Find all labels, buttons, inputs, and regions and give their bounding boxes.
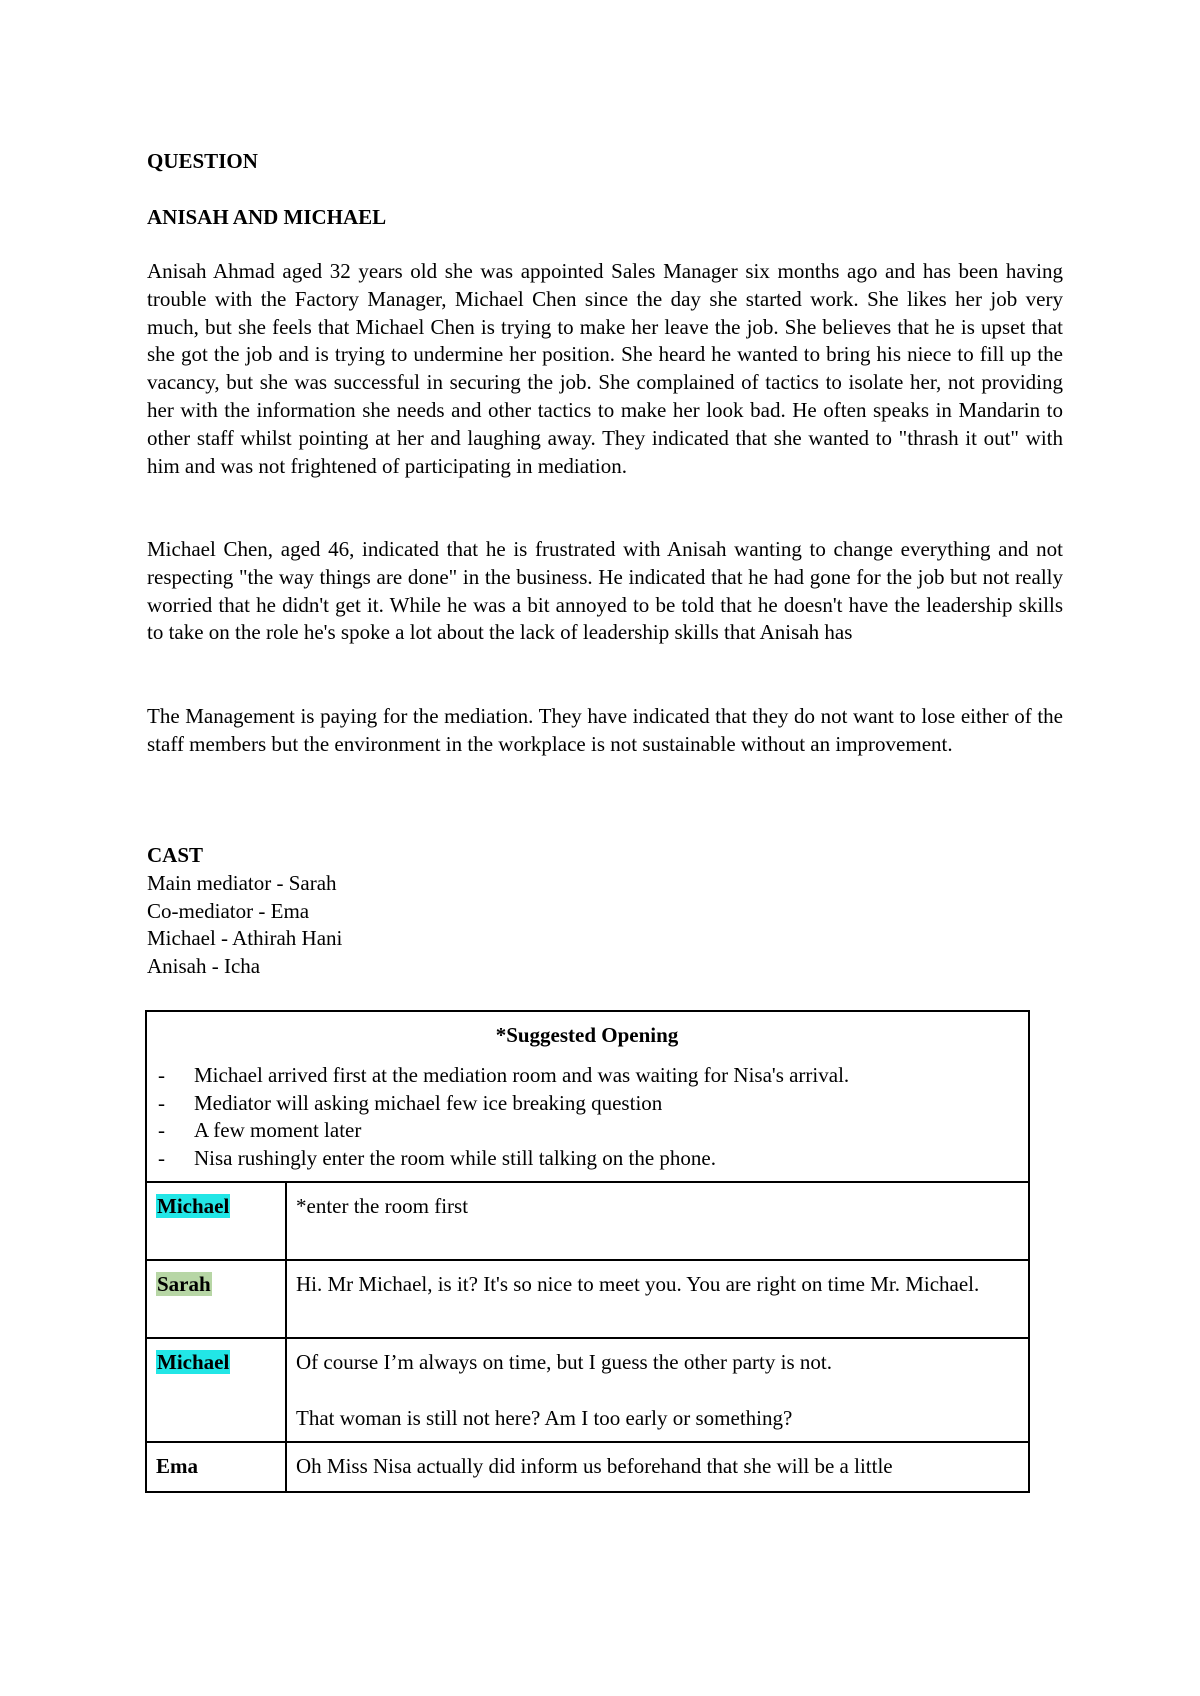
cast-section [147, 842, 342, 981]
dialogue-cell [286, 1260, 1029, 1338]
speaker-cell [146, 1442, 286, 1492]
dialogue-cell [286, 1442, 1029, 1492]
opening-item: - Michael arrived first at the mediation room and was waiting for Nisa's arrival. [156, 1062, 1018, 1090]
opening-item: - Nisa rushingly enter the room while still talking on the phone. [156, 1145, 1018, 1173]
opening-list [156, 1062, 1018, 1173]
dialogue-cell [286, 1338, 1029, 1442]
table-row [146, 1182, 1029, 1260]
table-row [146, 1338, 1029, 1442]
dialogue-line: That woman is still not here? Am I too early or something? [296, 1405, 793, 1430]
paragraph-michael: Michael Chen, aged 46, indicated that he is frustrated with Anisah wanting to change everything and not respecting "the way things are done" in the business. He indicated that he had gone for the job but not really worried that he didn't get it. While he was a bit annoyed to be told that he doesn't have the leadership skills to take on the role he's spoke a lot about the lack of leadership skills that Anisah has [147, 537, 1063, 645]
cast-item: Michael - Athirah Hani [147, 926, 343, 951]
speaker-cell [146, 1338, 286, 1442]
speaker-cell [146, 1182, 286, 1260]
table-row [146, 1442, 1029, 1492]
question-heading: QUESTION [147, 149, 258, 173]
table-row [146, 1260, 1029, 1338]
dialogue-line: Hi. Mr Michael, is it? It's so nice to meet you. You are right on time Mr. Michael. [296, 1271, 980, 1296]
dialogue-line: *enter the room first [296, 1193, 469, 1218]
speaker-cell [146, 1260, 286, 1338]
script-table [145, 1010, 1030, 1493]
opening-item: - A few moment later [156, 1117, 1018, 1145]
case-title: ANISAH AND MICHAEL [147, 205, 387, 229]
paragraph-management: The Management is paying for the mediation. They have indicated that they do not want to lose either of the staff members but the environment in the workplace is not sustainable without an improvement. [147, 704, 1063, 756]
cast-item: Co-mediator - Ema [147, 898, 310, 923]
speaker-name: Michael [157, 1193, 230, 1218]
speaker-name: Michael [157, 1349, 230, 1374]
cast-item: Main mediator - Sarah [147, 870, 337, 895]
dialogue-line: Oh Miss Nisa actually did inform us beforehand that she will be a little [296, 1453, 893, 1478]
opening-item: - Mediator will asking michael few ice breaking question [156, 1090, 1018, 1118]
speaker-name: Ema [156, 1453, 198, 1478]
opening-title: *Suggested Opening [495, 1023, 679, 1047]
opening-row [146, 1011, 1029, 1182]
dialogue-cell [286, 1182, 1029, 1260]
paragraph-anisah: Anisah Ahmad aged 32 years old she was appointed Sales Manager six months ago and has been having trouble with the Factory Manager, Michael Chen since the day she started work. She likes her job very much, but she feels that Michael Chen is trying to make her leave the job. She believes that he is upset that she got the job and is trying to undermine her position. She heard he wanted to bring his niece to fill up the vacancy, but she was successful in securing the job. She complained of tactics to isolate her, not providing her with the information she needs and other tactics to make her look bad. He often speaks in Mandarin to other staff whilst pointing at her and laughing away. They indicated that she wanted to "thrash it out" with him and was not frightened of participating in mediation. [147, 259, 1063, 478]
cast-title: CAST [147, 843, 204, 867]
speaker-name: Sarah [157, 1271, 211, 1296]
cast-item: Anisah - Icha [147, 954, 261, 979]
opening-cell [146, 1011, 1029, 1182]
line-gap [296, 1377, 1018, 1405]
dialogue-line: Of course I’m always on time, but I guess the other party is not. [296, 1349, 832, 1374]
